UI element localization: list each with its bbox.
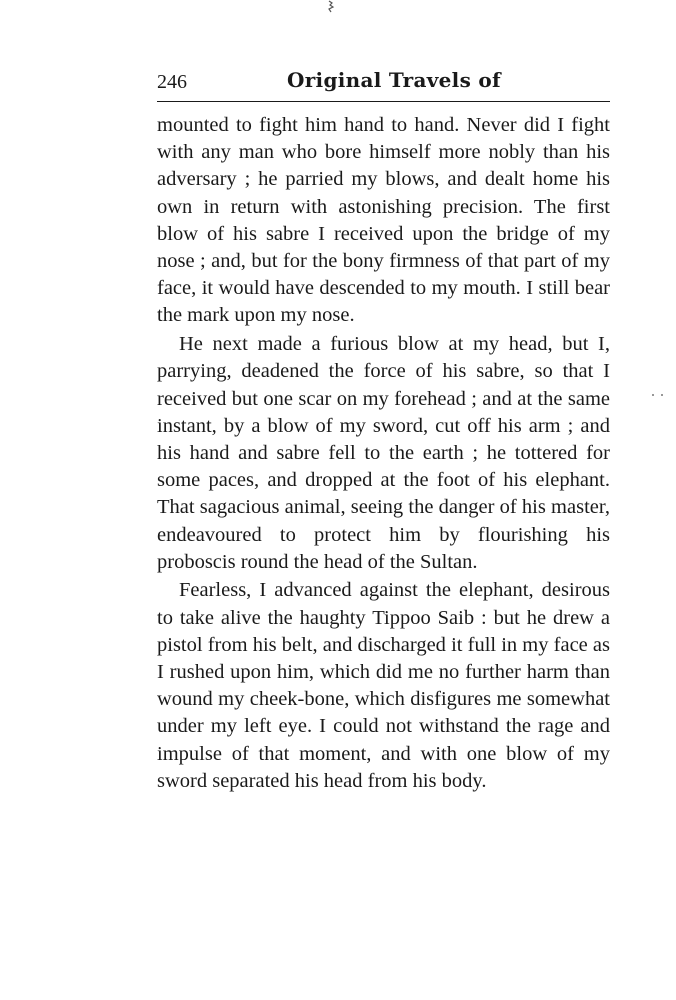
running-title: Original Travels of [287,68,501,92]
page-number: 246 [157,71,187,93]
paragraph: He next made a furious blow at my head, but I, parrying, deadened the force of his sabre, so that I received but one scar on my forehead ; and at the same instant, by a blow of my sword, cut off his arm ; and his hand and sabre fell to the earth ; he tottered for some paces, and dropped at the foot of his elephant. That sagacious animal, seeing the danger of his master, endeavoured to protect him by flourishing his proboscis round the head of the Sultan. [157,333,610,573]
ornament-mark-icon [320,0,340,14]
header-rule [157,101,610,102]
body-text [157,112,610,797]
paragraph: Fearless, I advanced against the elephant, desirous to take alive the haughty Tippoo Saib : but he drew a pistol from his belt, and discharged it full in my face as I rushed upon him, which did me no further harm than wound my cheek-bone, which disfigures me somewhat under my left eye. I could not withstand the rage and impulse of that moment, and with one blow of my sword separated his head from his body. [157,579,610,792]
margin-dots-icon [650,392,666,398]
paragraph: mounted to fight him hand to hand. Never did I fight with any man who bore himself more nobly than his adversary ; he parried my blows, and dealt home his own in return with astonishing precision. The first blow of his sabre I received upon the bridge of my nose ; and, but for the bony firmness of that part of my face, it would have descended to my mouth. I still bear the mark upon my nose. [157,114,610,327]
running-head [157,68,610,96]
